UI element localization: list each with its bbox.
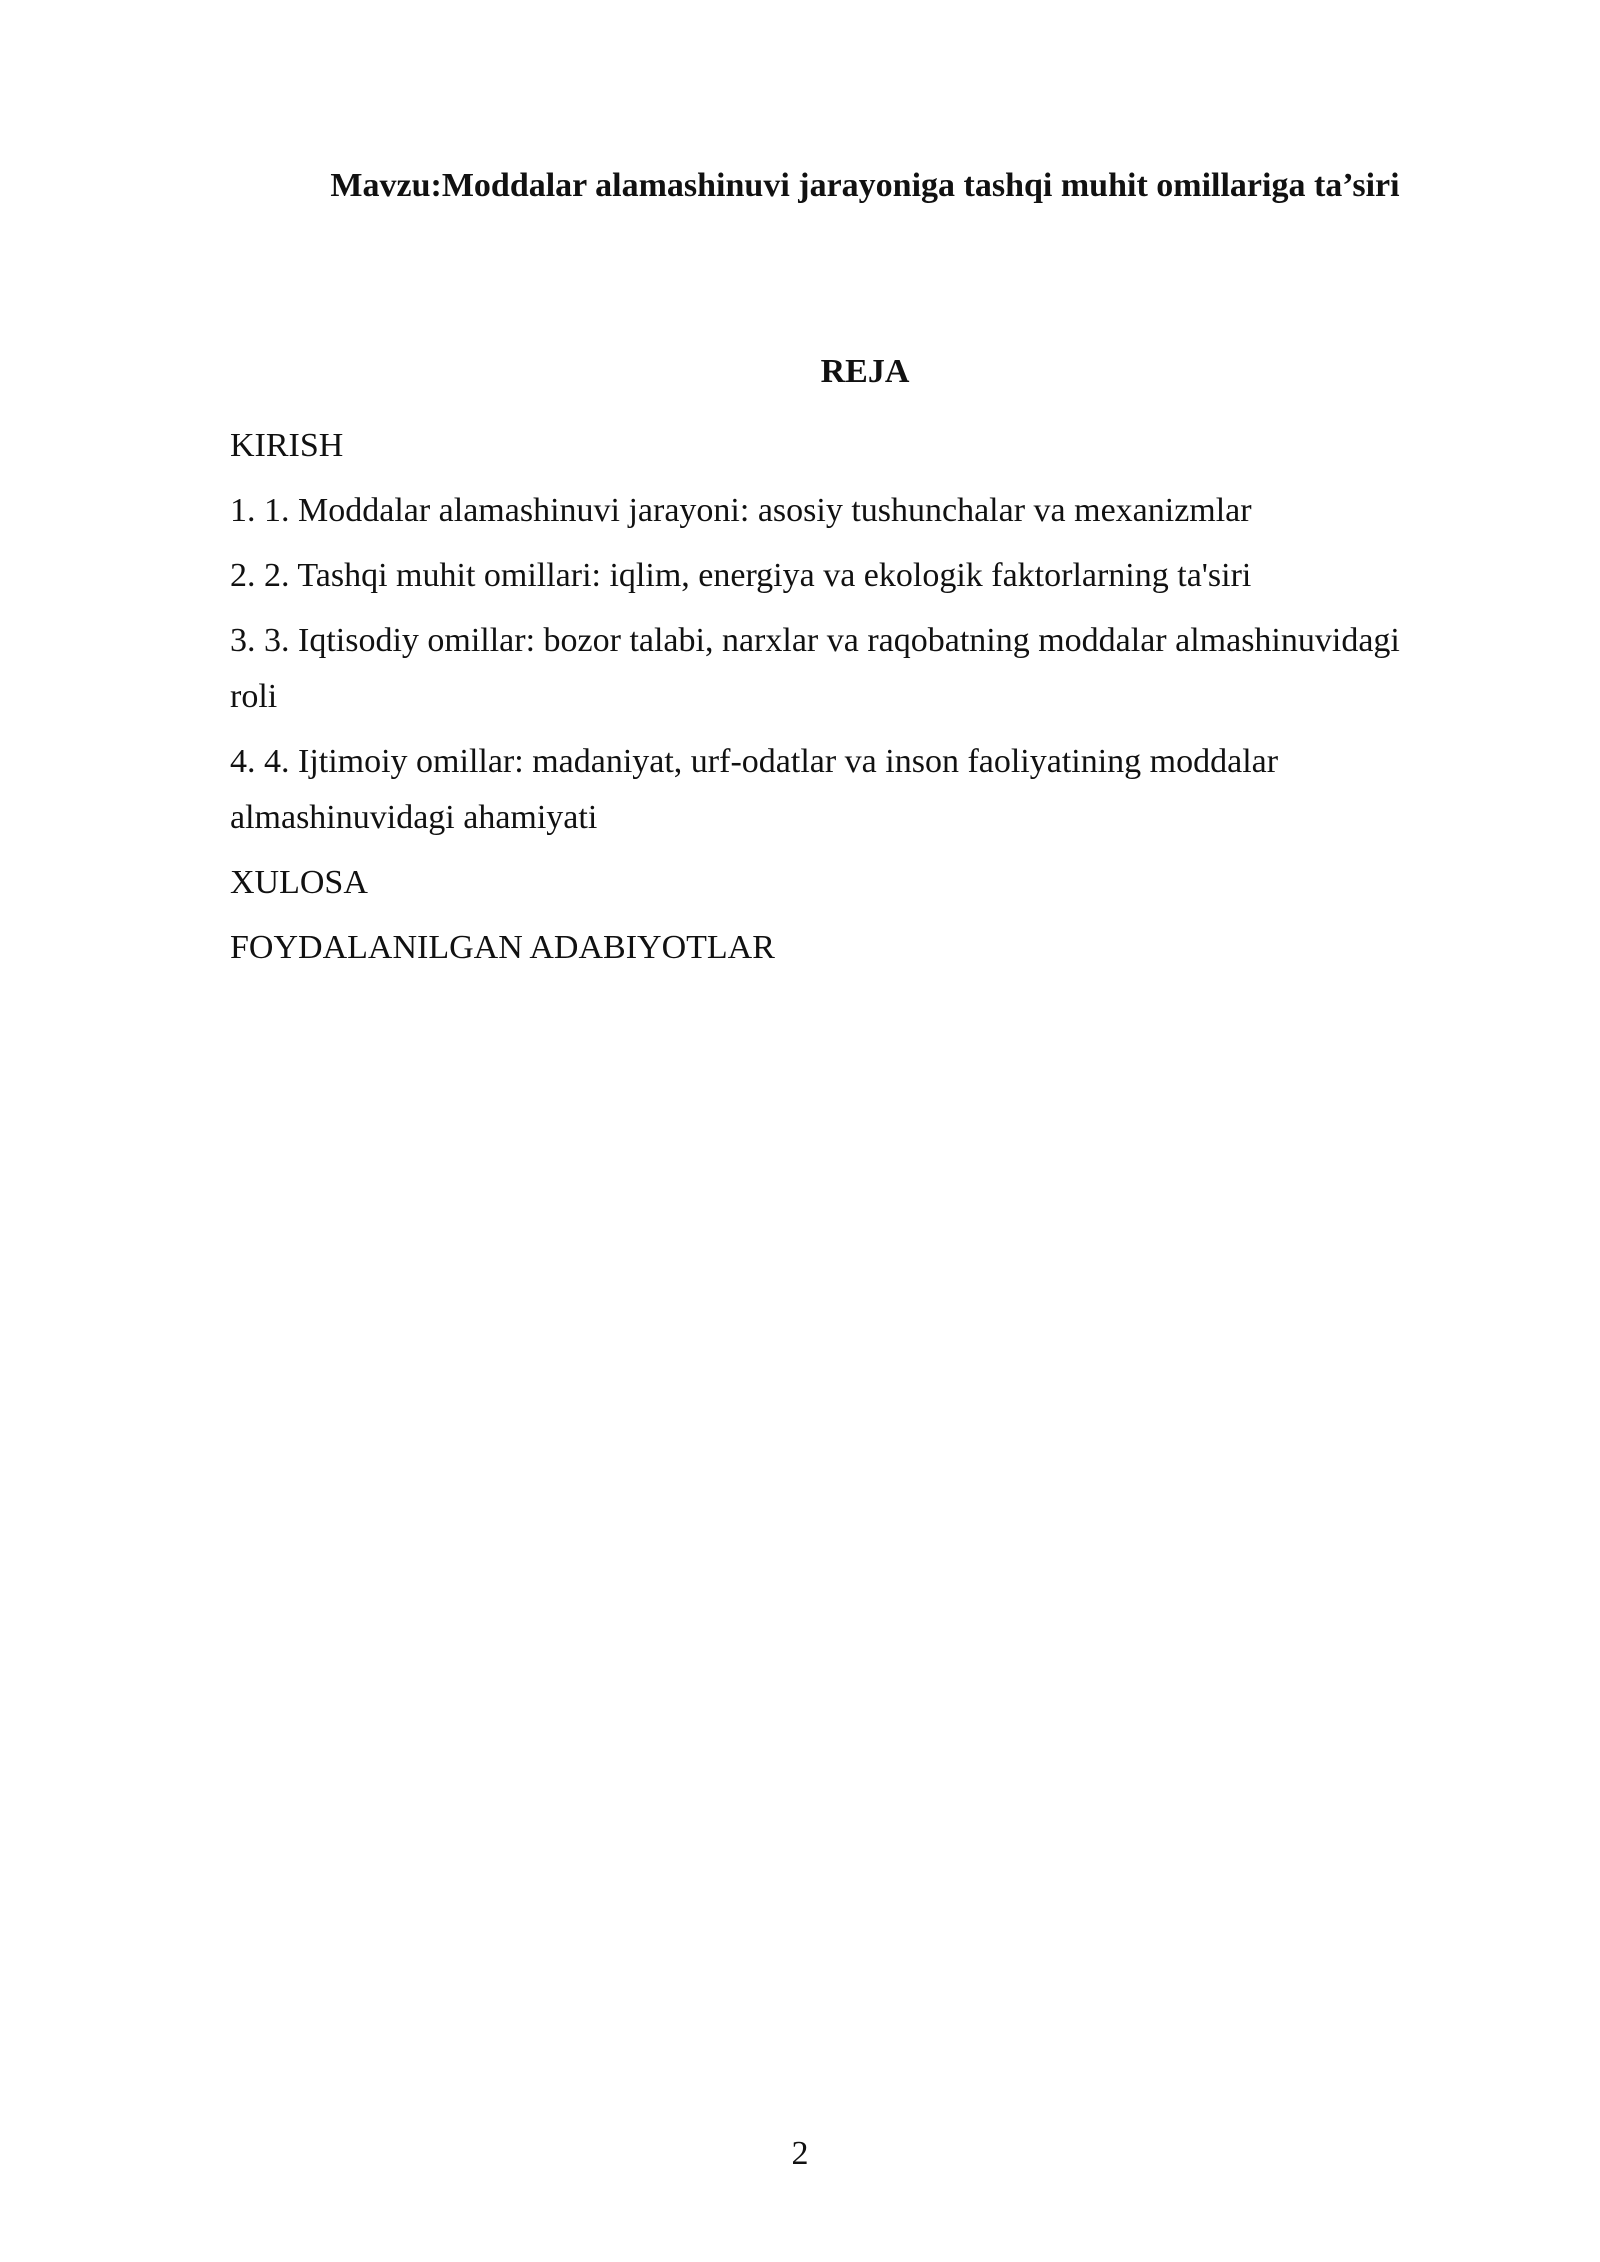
plan-item-1: 1. 1. Moddalar alamashinuvi jarayoni: asosiy tushunchalar va mexanizmlar — [230, 492, 1252, 529]
plan-item-2: 2. 2. Tashqi muhit omillari: iqlim, energiya va ekologik faktorlarning ta'siri — [230, 557, 1252, 594]
plan-item-intro: KIRISH — [230, 427, 344, 464]
plan-item-references: FOYDALANILGAN ADABIYOTLAR — [230, 929, 775, 966]
plan-item-3: 3. 3. Iqtisodiy omillar: bozor talabi, narxlar va raqobatning moddalar almashinuvidagi roli — [230, 622, 1400, 715]
plan-item-conclusion: XULOSA — [230, 864, 368, 901]
plan-item-4: 4. 4. Ijtimoiy omillar: madaniyat, urf-odatlar va inson faoliyatining moddalar almashinuvidagi ahamiyati — [230, 743, 1279, 836]
plan-heading: REJA — [820, 353, 910, 390]
document-title: Mavzu:Moddalar alamashinuvi jarayoniga tashqi muhit omillariga ta’siri — [330, 167, 1400, 204]
page-number: 2 — [791, 2135, 809, 2172]
plan-list — [230, 418, 1430, 985]
